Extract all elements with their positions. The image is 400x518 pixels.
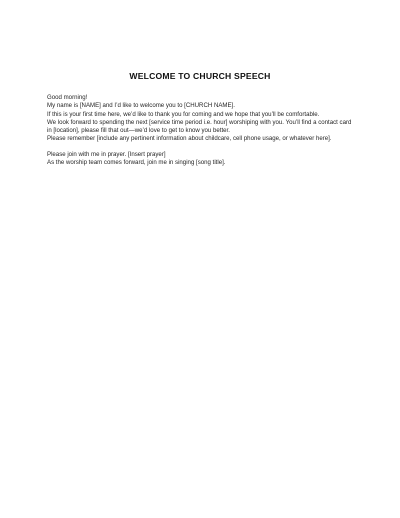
introduction-paragraph: My name is [NAME] and I’d like to welcome you to [CHURCH NAME]. [47,102,235,110]
worship-paragraph: As the worship team comes forward, join me in singing [song title]. [47,159,226,167]
greeting-paragraph: Good morning! [47,94,88,101]
contact-card-paragraph: We look forward to spending the next [service time period i.e. hour] worshiping with you. You’ll find a contact card in [location], please fill that out—we’d love to get to know you better. [47,118,352,135]
first-time-paragraph: If this is your first time here, we’d like to thank you for coming and we hope that you’ll be comfortable. [47,110,320,118]
document-title: WELCOME TO CHURCH SPEECH [129,71,271,81]
document-body [47,94,357,167]
prayer-paragraph: Please join with me in prayer. [Insert prayer] [47,150,166,158]
reminder-paragraph: Please remember [include any pertinent information about childcare, cell phone usage, or whatever here]. [47,135,332,143]
paragraph-gap [47,144,357,151]
